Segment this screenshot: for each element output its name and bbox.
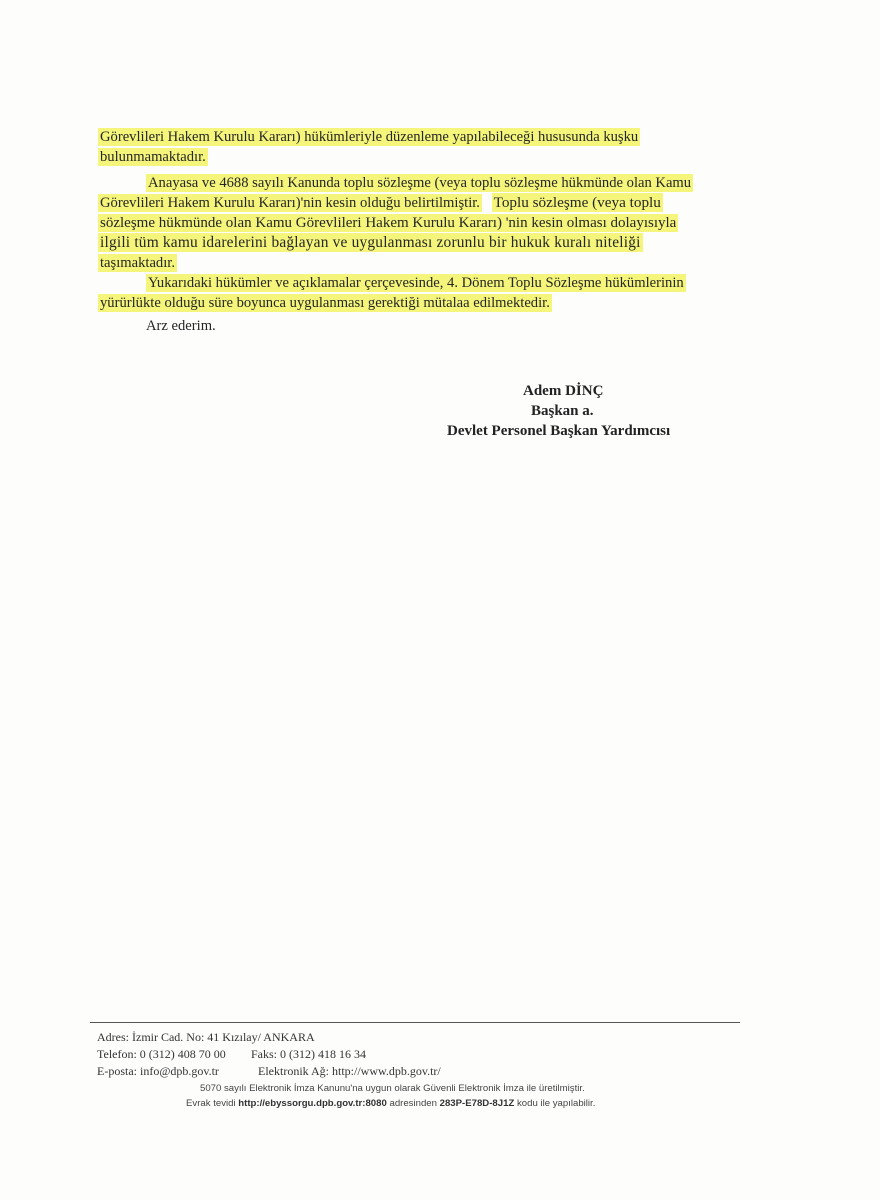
- footer-address-text: Adres: İzmir Cad. No: 41 Kızılay/ ANKARA: [97, 1030, 315, 1044]
- footer-esign-note-text: 5070 sayılı Elektronik İmza Kanunu'na uygun olarak Güvenli Elektronik İmza ile üretilmiştir.: [200, 1083, 585, 1094]
- verify-prefix: Evrak tevidi: [186, 1098, 236, 1109]
- signature-title-1: [531, 403, 594, 420]
- verify-mid: adresinden: [389, 1098, 437, 1109]
- verify-url-link[interactable]: http://ebyssorgu.dpb.gov.tr:8080: [238, 1098, 387, 1109]
- signature-name: [523, 383, 603, 400]
- paragraph-2-line-2: [98, 194, 663, 213]
- signature-name-text: Adem DİNÇ: [523, 383, 604, 399]
- paragraph-2-line-4: [98, 234, 643, 253]
- highlighted-text: ilgili tüm kamu idarelerini bağlayan ve uygulanması zorunlu bir hukuk kuralı niteliği: [100, 234, 641, 251]
- footer-web: [258, 1064, 441, 1079]
- highlighted-text: bulunmamaktadır.: [100, 149, 206, 165]
- footer-web-link[interactable]: Elektronik Ağ: http://www.dpb.gov.tr/: [258, 1064, 441, 1078]
- footer-email-link[interactable]: E-posta: info@dpb.gov.tr: [97, 1064, 219, 1078]
- highlighted-text: Yukarıdaki hükümler ve açıklamalar çerçevesinde, 4. Dönem Toplu Sözleşme hükümlerinin: [148, 275, 684, 291]
- footer-address: [97, 1030, 315, 1045]
- paragraph-3-line-2: [98, 294, 552, 313]
- highlighted-text: Toplu sözleşme (veya toplu: [493, 194, 661, 211]
- paragraph-2-line-5: [98, 254, 177, 273]
- highlighted-text: sözleşme hükmünde olan Kamu Görevlileri Hakem Kurulu Kararı) 'nin kesin olması dolayısıyla: [100, 215, 677, 231]
- highlighted-text: yürürlükte olduğu süre boyunca uygulanması gerektiği mütalaa edilmektedir.: [100, 295, 550, 311]
- highlighted-text: Görevlileri Hakem Kurulu Kararı) hükümleriyle düzenleme yapılabileceği hususunda kuşku: [100, 129, 639, 145]
- footer-verification: [186, 1098, 595, 1109]
- signature-title-2: [447, 423, 670, 440]
- highlighted-text: Anayasa ve 4688 sayılı Kanunda toplu sözleşme (veya toplu sözleşme hükmünde olan Kamu: [148, 175, 692, 191]
- footer-fax-text: Faks: 0 (312) 418 16 34: [251, 1047, 366, 1061]
- highlighted-text: taşımaktadır.: [100, 255, 175, 271]
- paragraph-3-line-1: [146, 274, 686, 293]
- verify-code: 283P-E78D-8J1Z: [439, 1098, 515, 1109]
- paragraph-2-line-1: [146, 174, 693, 193]
- closing-text: Arz ederim.: [146, 318, 216, 334]
- footer-esign-note: [200, 1083, 585, 1094]
- paragraph-2-line-3: [98, 214, 678, 233]
- footer-divider: [90, 1022, 740, 1023]
- footer-email: [97, 1064, 219, 1079]
- signature-title-1-text: Başkan a.: [531, 403, 594, 419]
- paragraph-1-line-2: [98, 148, 208, 167]
- verify-suffix: kodu ile yapılabilir.: [516, 1098, 596, 1109]
- paragraph-1-line-1: [98, 128, 640, 147]
- signature-title-2-text: Devlet Personel Başkan Yardımcısı: [447, 423, 671, 439]
- footer-phone: [97, 1047, 226, 1062]
- footer-fax: [251, 1047, 366, 1062]
- highlighted-text: Görevlileri Hakem Kurulu Kararı)'nin kesin olduğu belirtilmiştir.: [100, 195, 480, 211]
- closing-line: [146, 317, 786, 336]
- footer-phone-text: Telefon: 0 (312) 408 70 00: [97, 1047, 226, 1061]
